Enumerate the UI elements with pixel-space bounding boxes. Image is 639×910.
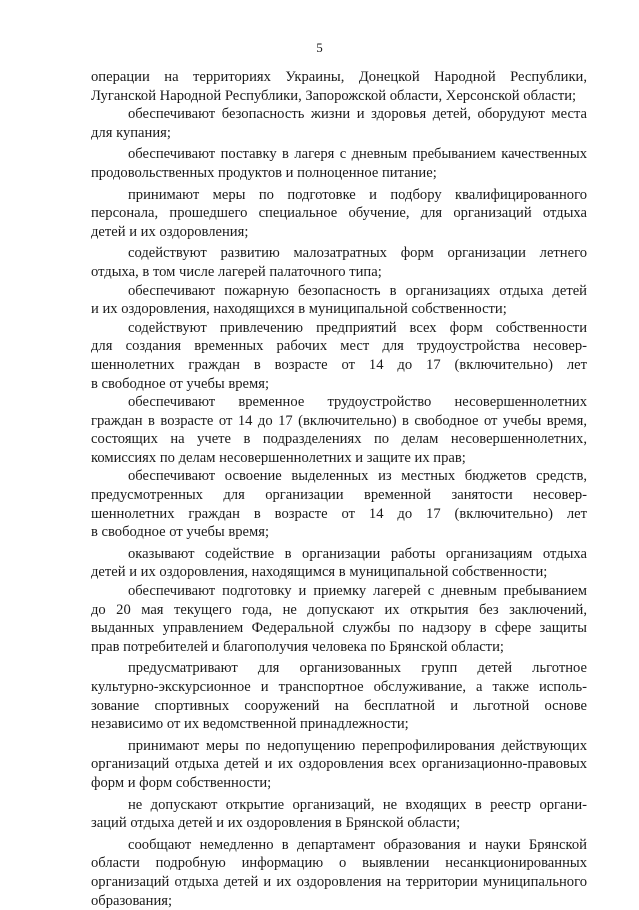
text-line: обеспечивают поставку в лагеря с дневным пребыванием качественных xyxy=(128,146,587,163)
text-line: принимают меры по недопущению перепрофилирования действующих xyxy=(128,737,587,754)
text-line: для создания временных рабочих мест для трудоустройства несовер- xyxy=(91,338,587,355)
text-line: принимают меры по подготовке и подбору квалифицированного xyxy=(128,186,587,203)
text-line: в свободное от учебы время; xyxy=(91,375,270,392)
text-line: и их оздоровления, находящихся в муниципальной собственности; xyxy=(91,301,507,318)
text-line: содействуют развитию малозатратных форм организации летнего xyxy=(128,245,587,262)
text-line: оказывают содействие в организации работы организациям отдыха xyxy=(128,545,587,562)
text-line: содействуют привлечению предприятий всех форм собственности xyxy=(128,319,587,336)
text-line: образования; xyxy=(91,892,173,909)
text-line: не допускают открытие организаций, не входящих в реестр органи- xyxy=(128,796,587,813)
text-line: обеспечивают безопасность жизни и здоровья детей, оборудуют места xyxy=(128,106,587,123)
text-line: культурно-экскурсионное и транспортное обслуживание, а также исполь- xyxy=(91,679,587,695)
text-line: комиссиях по делам несовершеннолетних и защите их прав; xyxy=(91,449,466,466)
text-line: продовольственных продуктов и полноценное питание; xyxy=(91,164,437,181)
text-line: предусмотренных для организации временной занятости несовер- xyxy=(91,487,587,504)
text-line: для купания; xyxy=(91,124,171,141)
text-line: детей и их оздоровления; xyxy=(91,223,249,240)
text-line: детей и их оздоровления, находящимся в муниципальной собственности; xyxy=(91,564,548,581)
text-line: области подробную информацию о выявлении несанкционированных xyxy=(91,855,587,872)
text-line: Луганской Народной Республики, Запорожской области, Херсонской области; xyxy=(91,87,577,104)
document-body xyxy=(91,68,587,910)
text-line: граждан в возрасте от 14 до 17 (включительно) в свободное от учебы время, xyxy=(91,412,587,429)
text-line: выданных управлением Федеральной службы по надзору в сфере защиты xyxy=(91,620,587,637)
text-line: форм и форм собственности; xyxy=(91,774,272,791)
text-line: сообщают немедленно в департамент образования и науки Брянской xyxy=(128,836,587,853)
text-line: обеспечивают пожарную безопасность в организациях отдыха детей xyxy=(128,282,587,299)
text-line: обеспечивают освоение выделенных из местных бюджетов средств, xyxy=(128,468,587,485)
text-line: отдыха, в том числе лагерей палаточного типа; xyxy=(91,263,382,280)
page-number: 5 xyxy=(316,40,323,55)
text-line: обеспечивают подготовку и приемку лагерей с дневным пребыванием xyxy=(128,583,587,600)
text-line: до 20 мая текущего года, не допускают их открытия без заключений, xyxy=(91,601,587,618)
text-line: обеспечивают временное трудоустройство несовершеннолетних xyxy=(128,394,587,411)
text-line: шеннолетних граждан в возрасте от 14 до 17 (включительно) лет xyxy=(91,505,587,522)
text-line: персонала, прошедшего специальное обучение, для организаций отдыха xyxy=(91,205,587,222)
text-line: организаций отдыха детей и их оздоровления всех организационно-правовых xyxy=(91,756,587,773)
text-line: состоящих на учете в подразделениях по делам несовершеннолетних, xyxy=(91,431,587,448)
text-line: заций отдыха детей и их оздоровления в Брянской области; xyxy=(91,815,461,832)
text-line: независимо от их ведомственной принадлежности; xyxy=(91,716,409,733)
text-line: шеннолетних граждан в возрасте от 14 до 17 (включительно) лет xyxy=(91,356,587,373)
text-line: в свободное от учебы время; xyxy=(91,524,270,541)
text-line: предусматривают для организованных групп детей льготное xyxy=(128,660,587,677)
text-line: зование спортивных сооружений на бесплатной и льготной основе xyxy=(91,697,587,714)
text-line: операции на территориях Украины, Донецкой Народной Республики, xyxy=(91,69,587,85)
text-line: прав потребителей и благополучия человека по Брянской области; xyxy=(91,638,504,655)
text-line: организаций отдыха детей и их оздоровления на территории муниципального xyxy=(91,873,587,890)
